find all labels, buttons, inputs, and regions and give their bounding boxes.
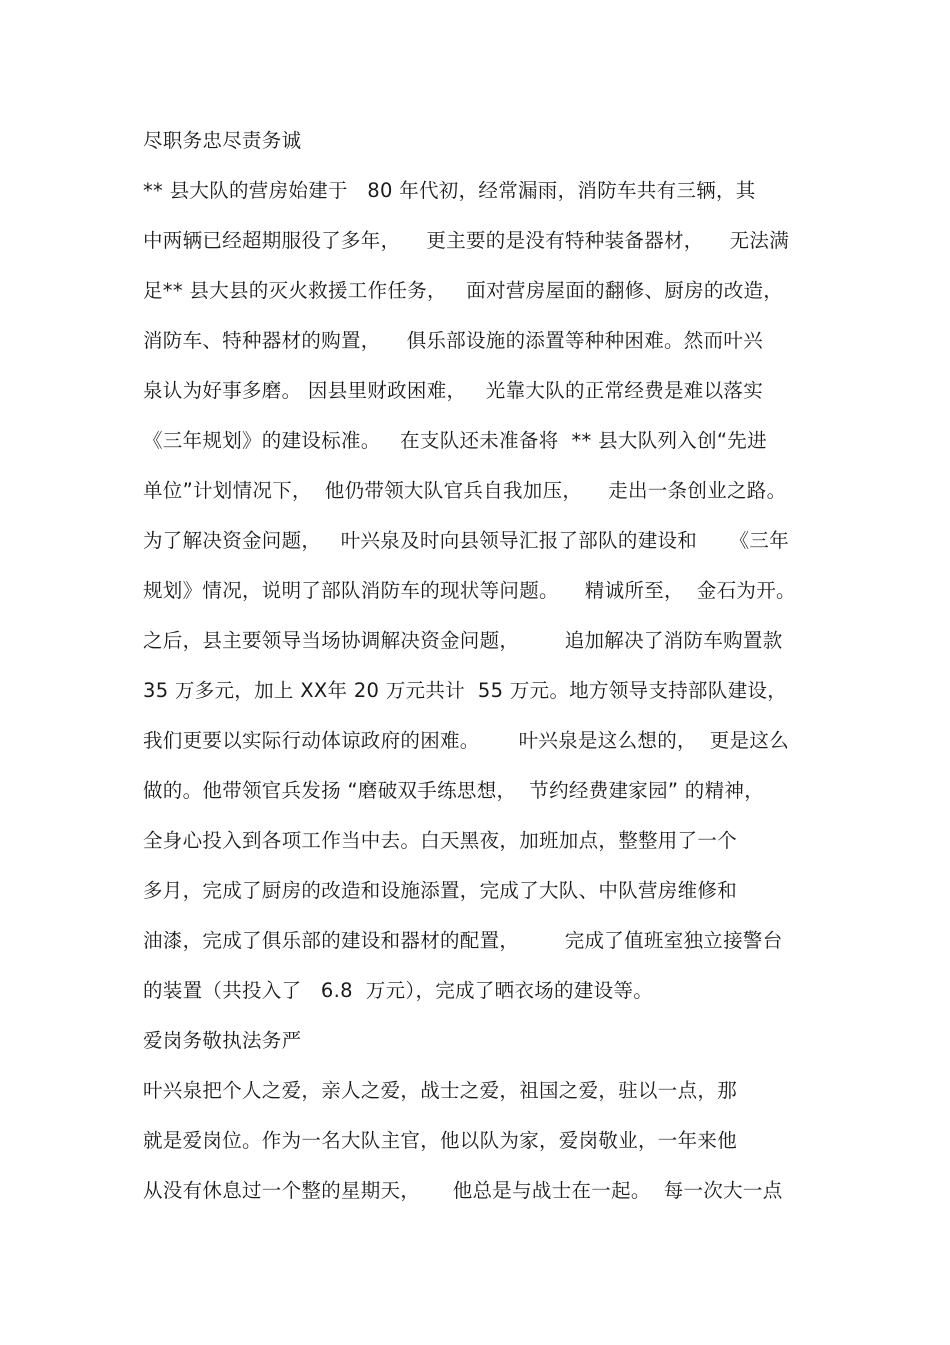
paragraph-line: 中两辆已经超期服役了多年， 更主要的是没有特种装备器材， 无法满	[143, 229, 789, 252]
paragraph-line: 做的。他带领官兵发扬 “磨破双手练思想， 节约经费建家园” 的精神，	[143, 779, 764, 802]
paragraph-line: 35 万多元，加上 XX年 20 万元共计 55 万元。地方领导支持部队建设，	[143, 679, 788, 702]
paragraph-line: ** 县大队的营房始建于 80 年代初，经常漏雨，消防车共有三辆，其	[143, 179, 756, 202]
paragraph-line: 的装置（共投入了 6.8 万元），完成了晒衣场的建设等。	[143, 979, 654, 1002]
paragraph-line: 单位”计划情况下， 他仍带领大队官兵自我加压， 走出一条创业之路。	[143, 479, 787, 502]
paragraph-line: 规划》情况，说明了部队消防车的现状等问题。 精诚所至， 金石为开。	[143, 579, 796, 602]
paragraph-line: 叶兴泉把个人之爱，亲人之爱，战士之爱，祖国之爱，驻以一点，那	[143, 1079, 738, 1102]
paragraph-line: 全身心投入到各项工作当中去。白天黑夜，加班加点，整整用了一个	[143, 829, 738, 852]
paragraph-line: 足** 县大县的灭火救援工作任务， 面对营房屋面的翻修、厨房的改造，	[143, 279, 784, 302]
paragraph-line: 为了解决资金问题， 叶兴泉及时向县领导汇报了部队的建设和 《三年	[143, 529, 789, 552]
paragraph-line: 泉认为好事多磨。 因县里财政困难， 光靠大队的正常经费是难以落实	[143, 379, 763, 402]
section-heading: 爱岗务敬执法务严	[143, 1029, 302, 1052]
paragraph-line: 从没有休息过一个整的星期天， 他总是与战士在一起。 每一次大一点	[143, 1179, 783, 1202]
paragraph-line: 《三年规划》的建设标准。 在支队还未准备将 ** 县大队列入创“先进	[143, 429, 767, 452]
paragraph-line: 我们更要以实际行动体谅政府的困难。 叶兴泉是这么想的， 更是这么	[143, 729, 789, 752]
paragraph-line: 油漆，完成了俱乐部的建设和器材的配置， 完成了值班室独立接警台	[143, 929, 783, 952]
paragraph-line: 消防车、特种器材的购置， 俱乐部设施的添置等种种困难。然而叶兴	[143, 329, 763, 352]
paragraph-line: 多月，完成了厨房的改造和设施添置，完成了大队、中队营房维修和	[143, 879, 738, 902]
paragraph-line: 就是爱岗位。作为一名大队主官，他以队为家，爱岗敬业，一年来他	[143, 1129, 738, 1152]
section-heading: 尽职务忠尽责务诚	[143, 129, 302, 152]
paragraph-line: 之后，县主要领导当场协调解决资金问题， 追加解决了消防车购置款	[143, 629, 783, 652]
